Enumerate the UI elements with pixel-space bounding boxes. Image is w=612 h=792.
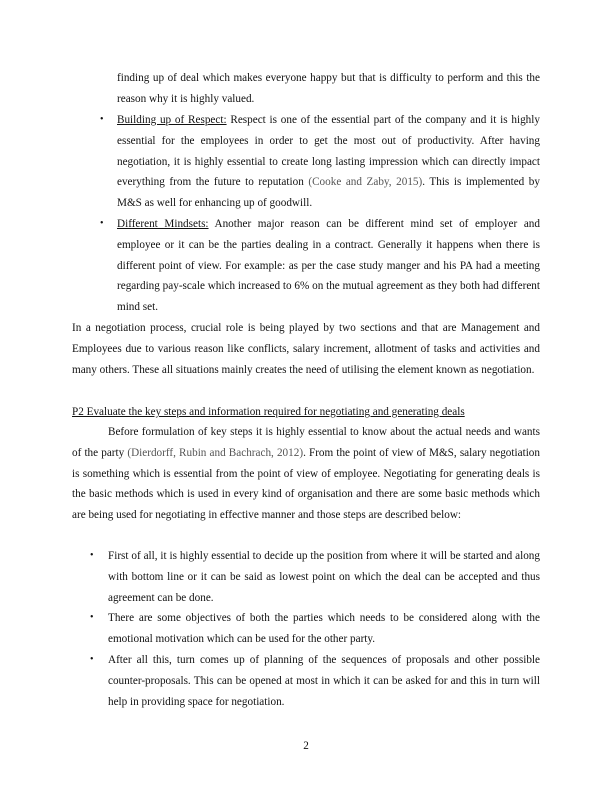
citation: (Dierdorff, Rubin and Bachrach, 2012) (127, 446, 304, 459)
bullet-title: Building up of Respect: (117, 114, 227, 126)
bullet-dot: • (90, 550, 94, 561)
bullet-text: Respect is one of the essential part of the company and it is highly essential for the employees in order to get the most out of productivity. After having negotiation, it is highly essential to create long lasting impression which can directly impact everything from the future to reputation (117, 114, 540, 189)
bullet-step-objectives: There are some objectives of both the parties which needs to be considered along with the emotional motivation which can be used for the other party. (108, 612, 540, 645)
bullet-different-mindsets (117, 214, 540, 318)
bullet-dot: • (90, 612, 94, 623)
paragraph-key-steps (72, 422, 540, 526)
bullet-step-position: First of all, it is highly essential to decide up the position from where it will be started and along with bottom line or it can be said as lowest point on which the deal can be accepted and thus agreement can be done. (108, 550, 540, 604)
bullet-step-planning: After all this, turn comes up of planning of the sequences of proposals and other possible counter-proposals. This can be opened at most in which it can be asked for and this in turn will help in providing space for negotiation. (108, 654, 540, 708)
paragraph-negotiation-process: In a negotiation process, crucial role is being played by two sections and that are Management and Employees due to various reason like conflicts, salary increment, allotment of tasks and activities and many others. These all situations mainly creates the need of utilising the element known as negotiation. (72, 322, 540, 376)
paragraph-text-end: . From the point of view of M&S, salary negotiation is something which is essential from the point of view of employee. Negotiating for generating deals is the basic methods which is used in every kind of organisation and there are some basic methods which are being used for negotiating in effective manner and those steps are described below: (72, 446, 540, 522)
bullet-text: Another major reason can be different mind set of employer and employee or it can be the parties dealing in a contract. Generally it happens when there is different point of view. For example: as per the case study manger and his PA had a meeting regarding pay-scale which increased to 6% on the mutual agreement as they both had different mind set. (117, 218, 540, 314)
page-number: 2 (303, 740, 309, 752)
bullet-text-end: . This is implemented by M&S as well for enhancing up of goodwill. (117, 176, 540, 210)
bullet-building-respect (117, 110, 540, 214)
bullet-title: Different Mindsets: (117, 218, 209, 230)
bullet-dot: • (100, 114, 104, 125)
bullet-dot: • (100, 218, 104, 229)
paragraph-text: Before formulation of key steps it is highly essential to know about the actual needs and wants of the party (72, 426, 540, 459)
continued-bullet-text: finding up of deal which makes everyone happy but that is difficulty to perform and this the reason why it is highly valued. (117, 72, 540, 105)
bullet-dot: • (90, 654, 94, 665)
section-heading: P2 Evaluate the key steps and information required for negotiating and generating deals (72, 406, 465, 418)
citation: (Cooke and Zaby, 2015) (308, 176, 423, 189)
